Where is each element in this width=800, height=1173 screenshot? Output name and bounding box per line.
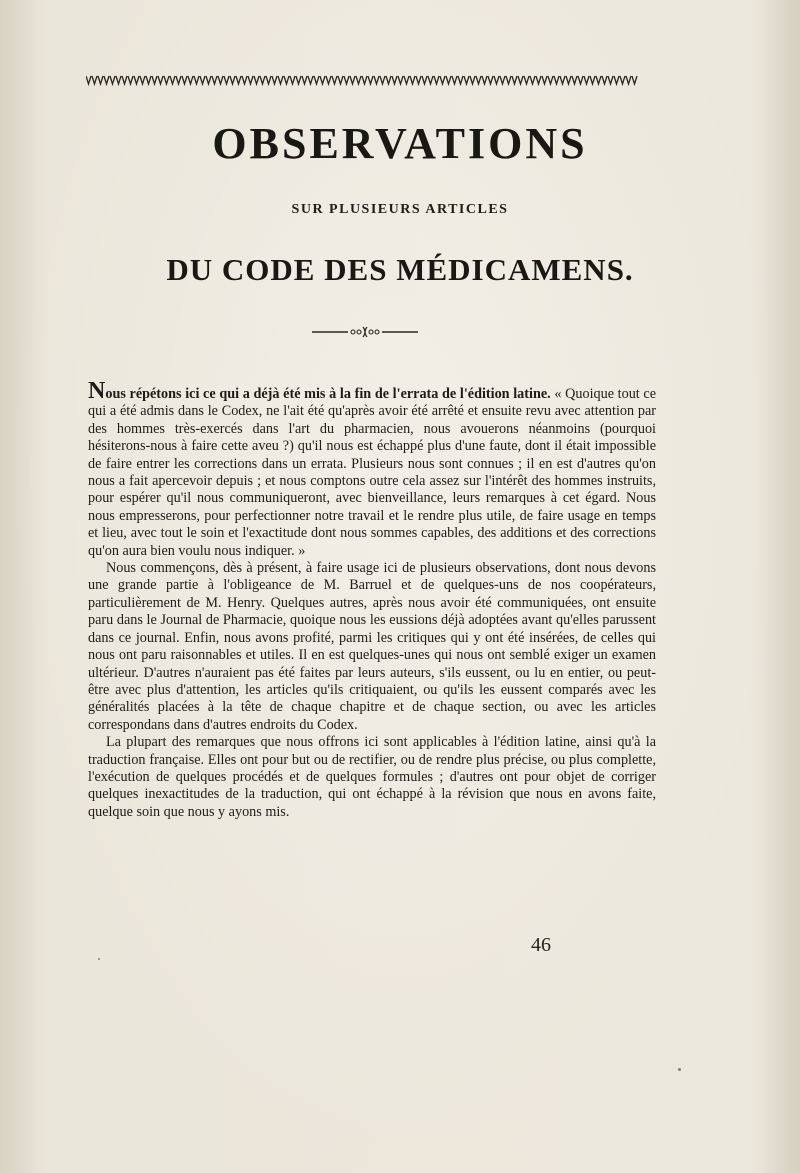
body-text [88, 378, 657, 821]
paragraph-text: « Quoique tout ce qui a été admis dans le Codex, ne l'ait été qu'après avoir été arrêté et ensuite revu avec attention par des hommes très-exercés dans l'art du pharmacien, nous avouerons néanmoins (pourquoi hésiterons-nous à faire cette aveu ?) qu'il nous est échappé plus d'une faute, dont il était impossible de faire entrer les corrections dans un errata. Plusieurs nous sont connues ; il en est d'autres qu'on nous a fait apercevoir depuis ; et nous comptons outre cela assez sur l'intérêt des hommes instruits, pour espérer qu'il nous communiqueront, avec bienveillance, leurs remarques à cet égard. Nous nous empresserons, pour perfectionner notre travail et le rendre plus utile, de faire usage en temps et lieu, avec tout le soin et l'exactitude dont nous sommes capables, des additions et des corrections qu'on aura bien voulu nous indiquer. » [88, 386, 657, 559]
subtitle: SUR PLUSIEURS ARTICLES [291, 202, 509, 217]
paragraph-2: Nous commençons, dès à présent, à faire usage ici de plusieurs observations, dont nous devons une grande partie à l'obligeance de M. Barruel et de quelques-uns de nos coopérateurs, particulièrement de M. Henry. Quelques autres, après nous avoir été communiquées, ont ensuite paru dans le Journal de Pharmacie, quoique nous les eussions déjà adoptées avant qu'elles parussent dans ce journal. Enfin, nous avons profité, parmi les critiques qui y ont été insérées, de celles qui nous ont paru raisonnables et utiles. Il en est quelques-unes qui nous ont semblé exiger un examen ultérieur. D'autres n'auraient pas été faites par leurs auteurs, s'ils eussent, ou lu en entier, ou peut-être avec plus d'attention, les articles qu'ils critiquaient, ou qu'ils les eussent comparés avec les généralités placées à la tête de chaque chapitre et de chaque section, ou avec les articles correspondans dans d'autres endroits du Codex. [88, 560, 656, 733]
page-number: 46 [531, 934, 551, 956]
ornamental-divider [312, 325, 418, 339]
paragraph-3: La plupart des remarques que nous offrons ici sont applicables à l'édition latine, ainsi qu'à la traduction française. Elles ont pour but ou de rectifier, ou de rendre plus précise, ou plus complette, l'exécution de quelques procédés et de quelques formules ; d'autres ont pour objet de corriger quelques inexactitudes de la traduction, qui ont échappé à la révision que nous en avons faite, quelque soin que nous y ayons mis. [88, 734, 656, 820]
ornamental-rule [86, 74, 638, 86]
ink-speck [98, 958, 100, 960]
paragraph-1 [88, 378, 657, 560]
drop-cap: N [88, 378, 106, 404]
headline: DU CODE DES MÉDICAMENS. [166, 252, 634, 287]
ink-speck [678, 1068, 681, 1071]
paragraph-lead: ous répétons ici ce qui a déjà été mis à la fin de l'errata de l'édition latine. [105, 386, 551, 402]
page-title: OBSERVATIONS [212, 119, 588, 168]
